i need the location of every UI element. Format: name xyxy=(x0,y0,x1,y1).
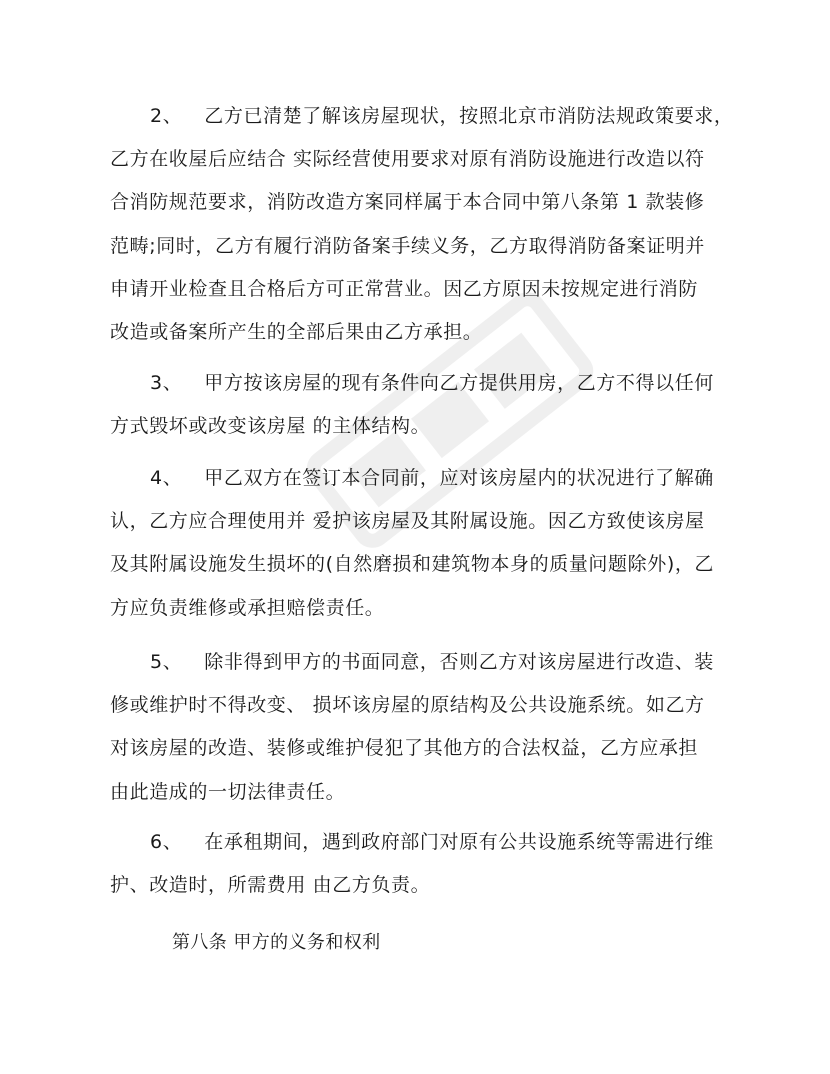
clause-line: 范畴;同时，乙方有履行消防备案手续义务，乙方取得消防备案证明并 xyxy=(110,234,706,257)
clause-line: 6、 在承租期间，遇到政府部门对原有公共设施系统等需进行维 xyxy=(150,831,714,853)
clause-number: 3、 xyxy=(150,372,183,394)
clause-line: 2、 乙方已清楚了解该房屋现状，按照北京市消防法规政策要求， xyxy=(150,105,734,127)
clause-line: 改造或备案所产生的全部后果由乙方承担。 xyxy=(110,321,483,344)
clause-line: 由此造成的一切法律责任。 xyxy=(110,780,346,803)
clause-line: 及其附属设施发生损坏的(自然磨损和建筑物本身的质量问题除外)，乙 xyxy=(110,553,715,576)
clause-number: 4、 xyxy=(150,467,183,489)
clause-line: 5、 除非得到甲方的书面同意，否则乙方对该房屋进行改造、装 xyxy=(150,651,714,673)
clause-3 xyxy=(110,362,722,448)
clause-line: 方式毁坏或改变该房屋 的主体结构。 xyxy=(110,415,431,438)
clause-2 xyxy=(110,95,734,354)
clause-4 xyxy=(110,457,722,630)
clause-number: 6、 xyxy=(150,831,183,853)
clause-number: 2、 xyxy=(150,105,183,127)
clause-line: 申请开业检查且合格后方可正常营业。因乙方原因未按规定进行消防 xyxy=(110,277,699,300)
clause-line: 护、改造时，所需费用 由乙方负责。 xyxy=(110,874,431,897)
clause-line: 认，乙方应合理使用并 爱护该房屋及其附属设施。因乙方致使该房屋 xyxy=(110,510,705,533)
clause-line: 合消防规范要求，消防改造方案同样属于本合同中第八条第 1 款装修 xyxy=(110,191,705,214)
clause-number: 5、 xyxy=(150,651,183,673)
clause-line: 乙方在收屋后应结合 实际经营使用要求对原有消防设施进行改造以符 xyxy=(110,148,705,171)
clause-line: 3、 甲方按该房屋的现有条件向乙方提供用房，乙方不得以任何 xyxy=(150,372,714,394)
clause-line: 4、 甲乙双方在签订本合同前，应对该房屋内的状况进行了解确 xyxy=(150,467,714,489)
clause-line: 对该房屋的改造、装修或维护侵犯了其他方的合法权益，乙方应承担 xyxy=(110,737,699,760)
clause-6 xyxy=(110,821,722,907)
section-heading: 第八条 甲方的义务和权利 xyxy=(172,932,381,953)
clause-line: 方应负责维修或承担赔偿责任。 xyxy=(110,596,385,619)
clause-5 xyxy=(110,641,722,814)
clause-line: 修或维护时不得改变、 损坏该房屋的原结构及公共设施系统。如乙方 xyxy=(110,694,705,717)
